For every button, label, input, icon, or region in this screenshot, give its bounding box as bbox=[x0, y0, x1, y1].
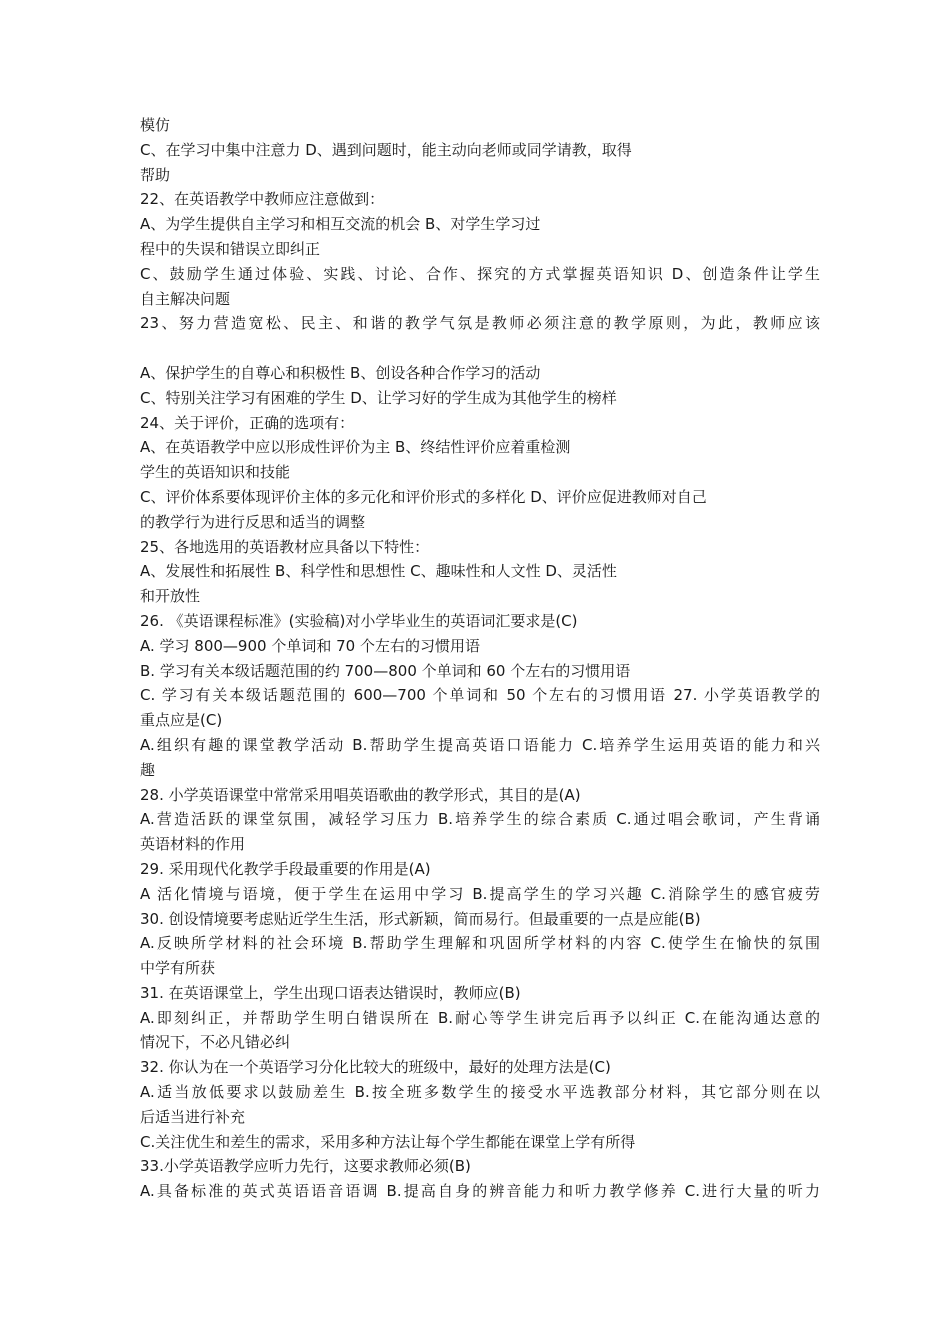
text-line: C. 学习有关本级话题范围的 600—700 个单词和 50 个左右的习惯用语 27. 小学英语教学的 bbox=[140, 686, 820, 705]
text-line: 24、关于评价，正确的选项有： bbox=[140, 413, 355, 432]
text-line: A 活化情境与语境，便于学生在运用中学习 B.提高学生的学习兴趣 C.消除学生的感官疲劳 bbox=[140, 884, 820, 903]
text-line: A、在英语教学中应以形成性评价为主 B、终结性评价应着重检测 bbox=[140, 438, 571, 457]
text-line: A、为学生提供自主学习和相互交流的机会 B、对学生学习过 bbox=[140, 215, 541, 234]
text-line: 26. 《英语课程标准》(实验稿)对小学毕业生的英语词汇要求是(C) bbox=[140, 611, 578, 630]
text-line: 28. 小学英语课堂中常常采用唱英语歌曲的教学形式，其目的是(A) bbox=[140, 785, 581, 804]
text-line: 模仿 bbox=[140, 116, 171, 134]
text-line: 33.小学英语教学应听力先行，这要求教师必须(B) bbox=[140, 1157, 471, 1176]
text-line: 帮助 bbox=[140, 165, 171, 184]
text-line: 和开放性 bbox=[140, 587, 201, 606]
text-line: C、在学习中集中注意力 D、遇到问题时，能主动向老师或同学请教，取得 bbox=[140, 140, 632, 159]
text-line: 中学有所获 bbox=[140, 959, 216, 978]
text-line: 22、在英语教学中教师应注意做到： bbox=[140, 190, 385, 209]
text-line: 重点应是(C) bbox=[140, 711, 223, 730]
text-line: 程中的失误和错误立即纠正 bbox=[140, 239, 321, 258]
text-line: 23、努力营造宽松、民主、和谐的教学气氛是教师必须注意的教学原则，为此，教师应该 bbox=[140, 314, 820, 333]
text-line: 英语材料的作用 bbox=[140, 835, 246, 854]
text-line: A.营造活跃的课堂氛围，减轻学习压力 B.培养学生的综合素质 C.通过唱会歌词，产生背诵 bbox=[140, 810, 820, 829]
text-line: C.关注优生和差生的需求，采用多种方法让每个学生都能在课堂上学有所得 bbox=[140, 1132, 636, 1151]
text-line: C、鼓励学生通过体验、实践、讨论、合作、探究的方式掌握英语知识 D、创造条件让学生 bbox=[140, 264, 820, 283]
text-line: B. 学习有关本级话题范围的约 700—800 个单词和 60 个左右的习惯用语 bbox=[140, 661, 631, 680]
document-body bbox=[140, 113, 820, 1204]
text-line: C、特别关注学习有困难的学生 D、让学习好的学生成为其他学生的榜样 bbox=[140, 388, 617, 407]
text-line: A.即刻纠正，并帮助学生明白错误所在 B.耐心等学生讲完后再予以纠正 C.在能沟通达意的 bbox=[140, 1008, 820, 1027]
text-line: 30. 创设情境要考虑贴近学生生活，形式新颖，简而易行。但最重要的一点是应能(B) bbox=[140, 909, 701, 928]
text-line: A.反映所学材料的社会环境 B.帮助学生理解和巩固所学材料的内容 C.使学生在愉快的氛围 bbox=[140, 934, 820, 953]
text-line: 后适当进行补充 bbox=[140, 1107, 246, 1126]
text-line: C、评价体系要体现评价主体的多元化和评价形式的多样化 D、评价应促进教师对自己 bbox=[140, 487, 707, 506]
text-line: 的教学行为进行反思和适当的调整 bbox=[140, 512, 366, 531]
text-line: 学生的英语知识和技能 bbox=[140, 463, 291, 482]
text-line: A.组织有趣的课堂教学活动 B.帮助学生提高英语口语能力 C.培养学生运用英语的能力和兴 bbox=[140, 735, 820, 754]
text-line: A. 学习 800—900 个单词和 70 个左右的习惯用语 bbox=[140, 636, 480, 655]
text-line bbox=[140, 336, 820, 361]
text-line: A、保护学生的自尊心和积极性 B、创设各种合作学习的活动 bbox=[140, 363, 541, 382]
text-line: A.适当放低要求以鼓励差生 B.按全班多数学生的接受水平选教部分材料，其它部分则在以 bbox=[140, 1083, 820, 1102]
text-line: 31. 在英语课堂上，学生出现口语表达错误时，教师应(B) bbox=[140, 983, 521, 1002]
text-line: 29. 采用现代化教学手段最重要的作用是(A) bbox=[140, 859, 431, 878]
text-line: A.具备标准的英式英语语音语调 B.提高自身的辨音能力和听力教学修养 C.进行大量的听力 bbox=[140, 1182, 820, 1201]
text-line: 32. 你认为在一个英语学习分化比较大的班级中，最好的处理方法是(C) bbox=[140, 1058, 611, 1077]
text-line: 趣 bbox=[140, 760, 156, 779]
text-line: A、发展性和拓展性 B、科学性和思想性 C、趣味性和人文性 D、灵活性 bbox=[140, 562, 617, 581]
text-line: 25、各地选用的英语教材应具备以下特性： bbox=[140, 537, 430, 556]
text-line: 情况下，不必凡错必纠 bbox=[140, 1033, 291, 1052]
text-line: 自主解决问题 bbox=[140, 289, 231, 308]
